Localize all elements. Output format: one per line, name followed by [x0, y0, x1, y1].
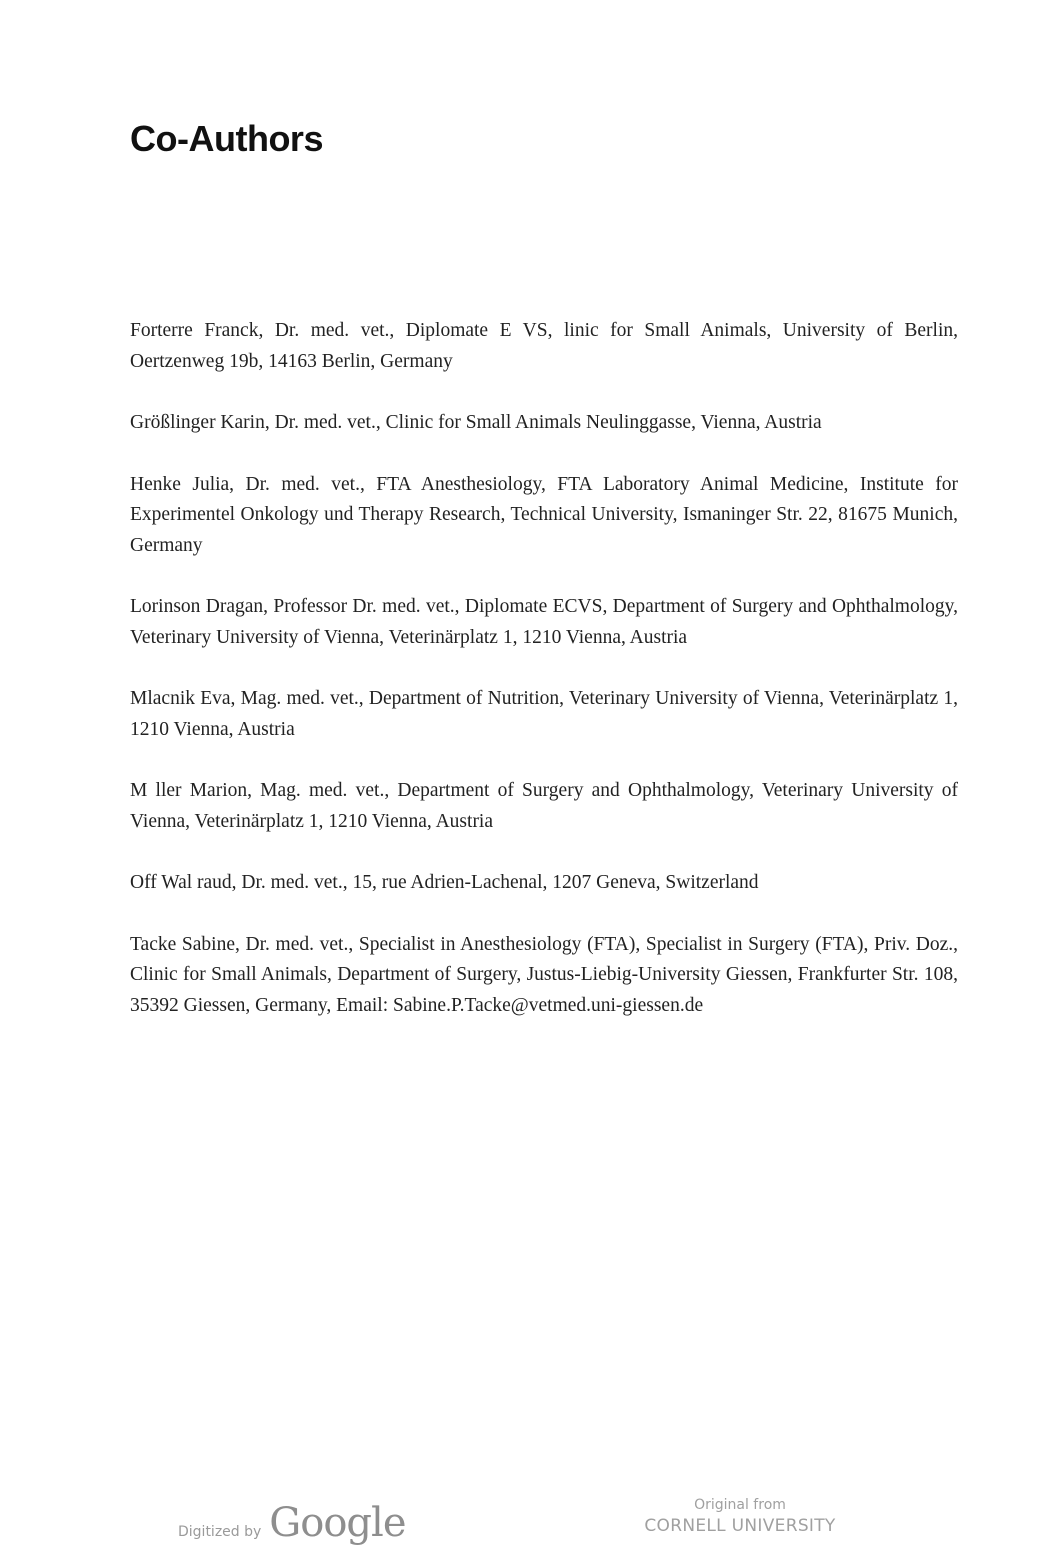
digitized-by-label: Digitized by: [178, 1524, 262, 1540]
original-from-label: Original from: [694, 1497, 786, 1513]
original-source-mark: [620, 1496, 860, 1538]
co-author-list: [130, 316, 958, 1052]
co-author-entry-grosslinger: Größlinger Karin, Dr. med. vet., Clinic for Small Animals Neulinggasse, Vienna, Austria: [130, 412, 822, 433]
co-author-entry-lorinson: Lorinson Dragan, Professor Dr. med. vet., Diplomate ECVS, Department of Surgery and Ophthalmology, Veterinary University of Vienna, Veterinärplatz 1, 1210 Vienna, Austria: [130, 596, 958, 648]
co-author-entry-off: Off Wal raud, Dr. med. vet., 15, rue Adrien-Lachenal, 1207 Geneva, Switzerland: [130, 872, 759, 893]
page-title: Co-Authors: [130, 118, 323, 159]
source-institution: CORNELL UNIVERSITY: [644, 1516, 836, 1536]
scan-footer: [0, 1490, 1050, 1560]
co-author-entry-tacke: Tacke Sabine, Dr. med. vet., Specialist in Anesthesiology (FTA), Specialist in Surgery (FTA), Priv. Doz., Clinic for Small Animals, Department of Surgery, Justus-Liebig-University Giessen, Frankfurter Str. 108, 35392 Giessen, Germany, Email: Sabine.P.Tacke@vetmed.uni-giessen.de: [130, 933, 958, 1016]
google-logo: Google: [269, 1500, 406, 1546]
co-author-entry-forterre: Forterre Franck, Dr. med. vet., Diplomate E VS, linic for Small Animals, University of Berlin, Oertzenweg 19b, 14163 Berlin, Germany: [130, 320, 958, 372]
co-author-entry-muller: M ller Marion, Mag. med. vet., Department of Surgery and Ophthalmology, Veterinary University of Vienna, Veterinärplatz 1, 1210 Vienna, Austria: [130, 780, 958, 832]
co-author-entry-mlacnik: Mlacnik Eva, Mag. med. vet., Department of Nutrition, Veterinary University of Vienna, Veterinärplatz 1, 1210 Vienna, Austria: [130, 688, 958, 740]
co-author-entry-henke: Henke Julia, Dr. med. vet., FTA Anesthesiology, FTA Laboratory Animal Medicine, Institute for Experimentel Onkology und Therapy Research, Technical University, Ismaninger Str. 22, 81675 Munich, Germany: [130, 473, 958, 556]
digitized-by-mark: [178, 1500, 405, 1546]
